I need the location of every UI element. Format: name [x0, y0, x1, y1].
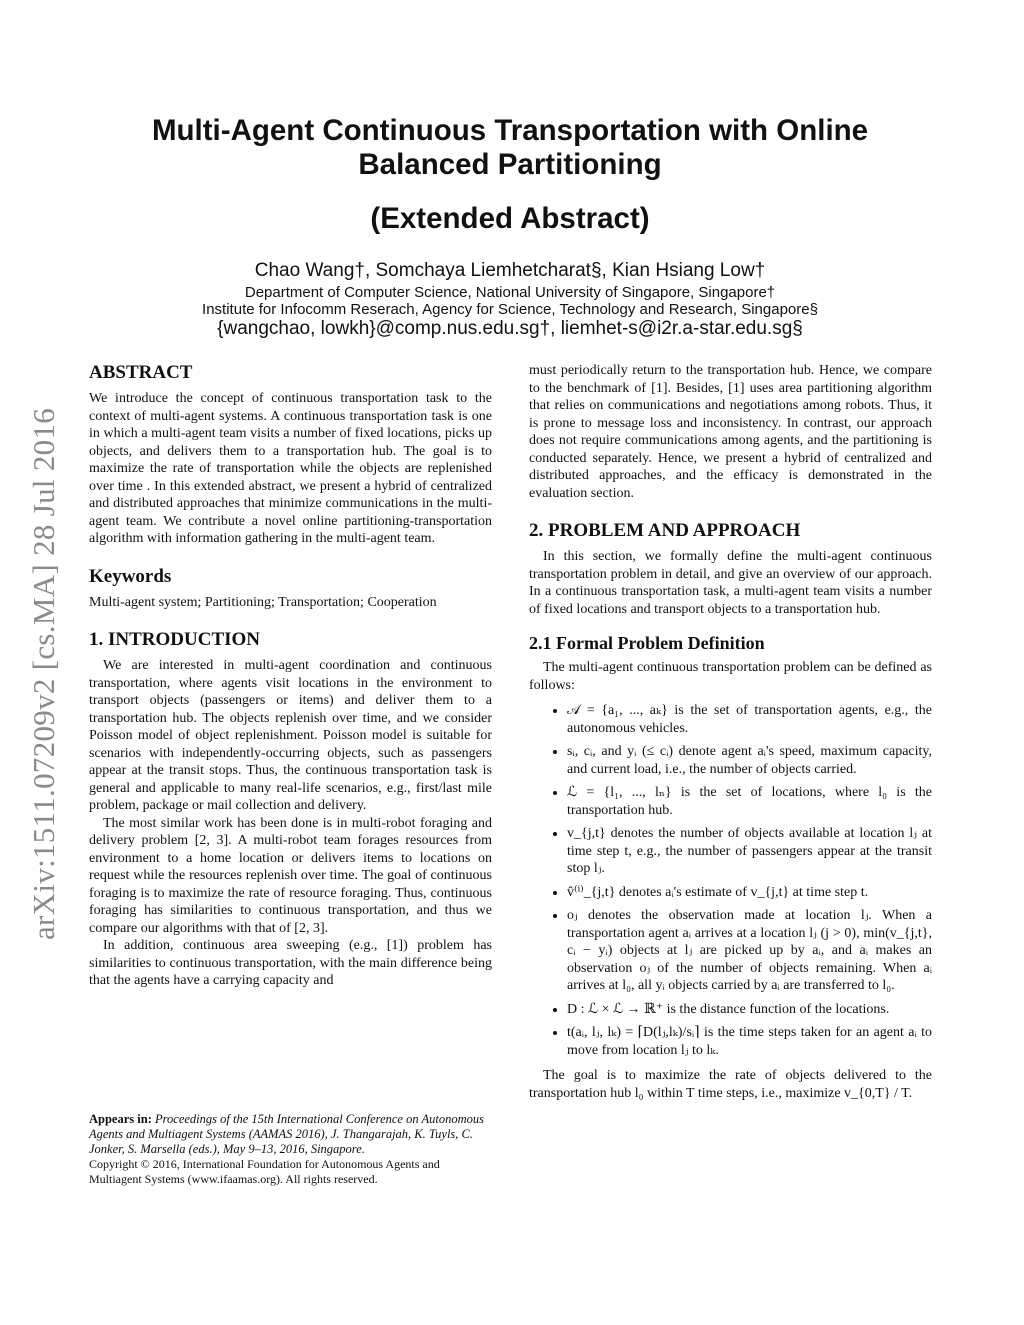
definition-item: • 𝒜 = {a₁, ..., aₖ} is the set of transportation agents, e.g., the autonomous vehicles. [567, 702, 932, 737]
intro-paragraph-3: In addition, continuous area sweeping (e.g., [1]) problem has similarities to continuous transportation, with the main difference being that the agents have a carrying capacity and [89, 938, 492, 988]
affiliation-nus: Department of Computer Science, National University of Singapore, Singapore† [244, 284, 776, 301]
intro-paragraph-2: The most similar work has been done is in multi-robot foraging and delivery problem [2, 3]. A multi-robot team forages resources from environment to a home location or delivers items to locations on request while the resources replenish over time. The goal of continuous foraging is to maximize the rate of resource foraging. Thus, continuous foraging has similarities to continuous transportation, and thus we compare our algorithms with that of [2, 3]. [89, 815, 492, 936]
definition-item: • t(aᵢ, lⱼ, lₖ) = ⌈D(lⱼ,lₖ)/sᵢ⌉ is the time steps taken for an agent aᵢ to move from location lⱼ to lₖ. [567, 1024, 932, 1059]
intro-heading: 1. INTRODUCTION [89, 629, 261, 650]
arxiv-stamp: arXiv:1511.07209v2 [cs.MA] 28 Jul 2016 [26, 407, 61, 940]
venue-footnote [89, 1112, 492, 1187]
definition-item: • v̂⁽ⁱ⁾_{j,t} denotes aᵢ's estimate of v_{j,t} at time step t. [567, 884, 932, 902]
paper-title: Multi-Agent Continuous Transportation with Online Balanced Partitioning [151, 114, 869, 181]
affiliation-i2r: Institute for Infocomm Reserach, Agency for Science, Technology and Research, Singapore§ [202, 301, 818, 318]
problem-intro: In this section, we formally define the multi-agent continuous transportation problem in detail, and give an overview of our approach. In a continuous transportation task, a multi-agent team visits a number of fixed locations and transport objects to a transportation hub. [529, 549, 932, 617]
definition-item: • D : ℒ × ℒ → ℝ⁺ is the distance function of the locations. [567, 1001, 932, 1019]
author-emails: {wangchao, lowkh}@comp.nus.edu.sg†, liemhet-s@i2r.a-star.edu.sg§ [217, 318, 803, 339]
definition-item: • oⱼ denotes the observation made at location lⱼ. When a transportation agent aᵢ arrives at a location lⱼ (j > 0), min(v_{j,t}, cᵢ − yᵢ) objects at lⱼ are picked up by aᵢ, and aᵢ makes an observation oⱼ of the number of objects remaining. When aᵢ arrives at l₀, all yᵢ objects carried by aᵢ are transferred to l₀. [567, 907, 932, 995]
appears-text: Proceedings of the 15th International Conference on Autonomous Agents and Multiagent Systems (AAMAS 2016), J. Thangarajah, K. Tuyls, C. Jonker, S. Marsella (eds.), May 9–13, 2016, Singapore. [89, 1112, 484, 1156]
definition-list [529, 702, 932, 1059]
abstract-heading: ABSTRACT [89, 362, 193, 383]
copyright-text: Copyright © 2016, International Foundation for Autonomous Agents and Multiagent Systems (www.ifaamas.org). All rights reserved. [89, 1157, 440, 1186]
paper-subtitle: (Extended Abstract) [370, 202, 650, 235]
abstract-text: We introduce the concept of continuous transportation task to the context of multi-agent systems. A continuous transportation task is one in which a multi-agent team visits a number of fixed locations, picks up objects, and delivers them to a transportation hub. The goal is to maximize the rate of transportation while the objects are replenished over time . In this extended abstract, we present a hybrid of centralized and distributed approaches that minimize communications in the multi-agent team. We contribute a novel online partitioning-transportation algorithm with information gathering in the multi-agent team. [89, 391, 492, 546]
definition-item: • ℒ = {l₁, ..., lₙ} is the set of locations, where l₀ is the transportation hub. [567, 784, 932, 819]
intro-paragraph-4: must periodically return to the transportation hub. Hence, we compare to the benchmark of [1]. Besides, [1] uses area partitioning algorithm that relies on communications and negotiations among robots. Thus, it is prone to message loss and inconsistency. In contrast, our approach does not require communications among agents, and the partitioning is conducted separately. Hence, we present a hybrid of centralized and distributed approaches, and the efficacy is demonstrated in the evaluation section. [529, 363, 932, 501]
appears-label: Appears in: [89, 1112, 152, 1126]
left-column [89, 362, 492, 990]
keywords-text: Multi-agent system; Partitioning; Transportation; Cooperation [89, 594, 437, 610]
keywords-heading: Keywords [89, 565, 172, 587]
formal-definition-heading: 2.1 Formal Problem Definition [529, 633, 765, 653]
author-list: Chao Wang†, Somchaya Liemhetcharat§, Kian Hsiang Low† [254, 260, 766, 281]
goal-statement: The goal is to maximize the rate of objects delivered to the transportation hub l₀ within T time steps, i.e., maximize v_{0,T} / T. [529, 1068, 932, 1101]
problem-heading: 2. PROBLEM AND APPROACH [529, 520, 801, 541]
definition-item: • v_{j,t} denotes the number of objects available at location lⱼ at time step t, e.g., the number of passengers appear at the transit stop lⱼ. [567, 825, 932, 878]
intro-paragraph-1: We are interested in multi-agent coordination and continuous transportation, where agents visit locations in the environment to transport objects (passengers or items) and deliver them to a transportation hub. The objects replenish over time, and we consider Poisson model of object replenishment. Poisson model is suitable for scenarios with independently-occurring objects, such as passengers appear at the transit stops. Thus, the continuous transportation task is general and applicable to many real-life scenarios, e.g., first/last mile problem, package or mail collection and delivery. [89, 658, 492, 813]
right-column [529, 362, 932, 1102]
definition-item: • sᵢ, cᵢ, and yᵢ (≤ cᵢ) denote agent aᵢ's speed, maximum capacity, and current load, i.e., the number of objects carried. [567, 743, 932, 778]
formal-definition-intro: The multi-agent continuous transportation problem can be defined as follows: [529, 660, 932, 693]
